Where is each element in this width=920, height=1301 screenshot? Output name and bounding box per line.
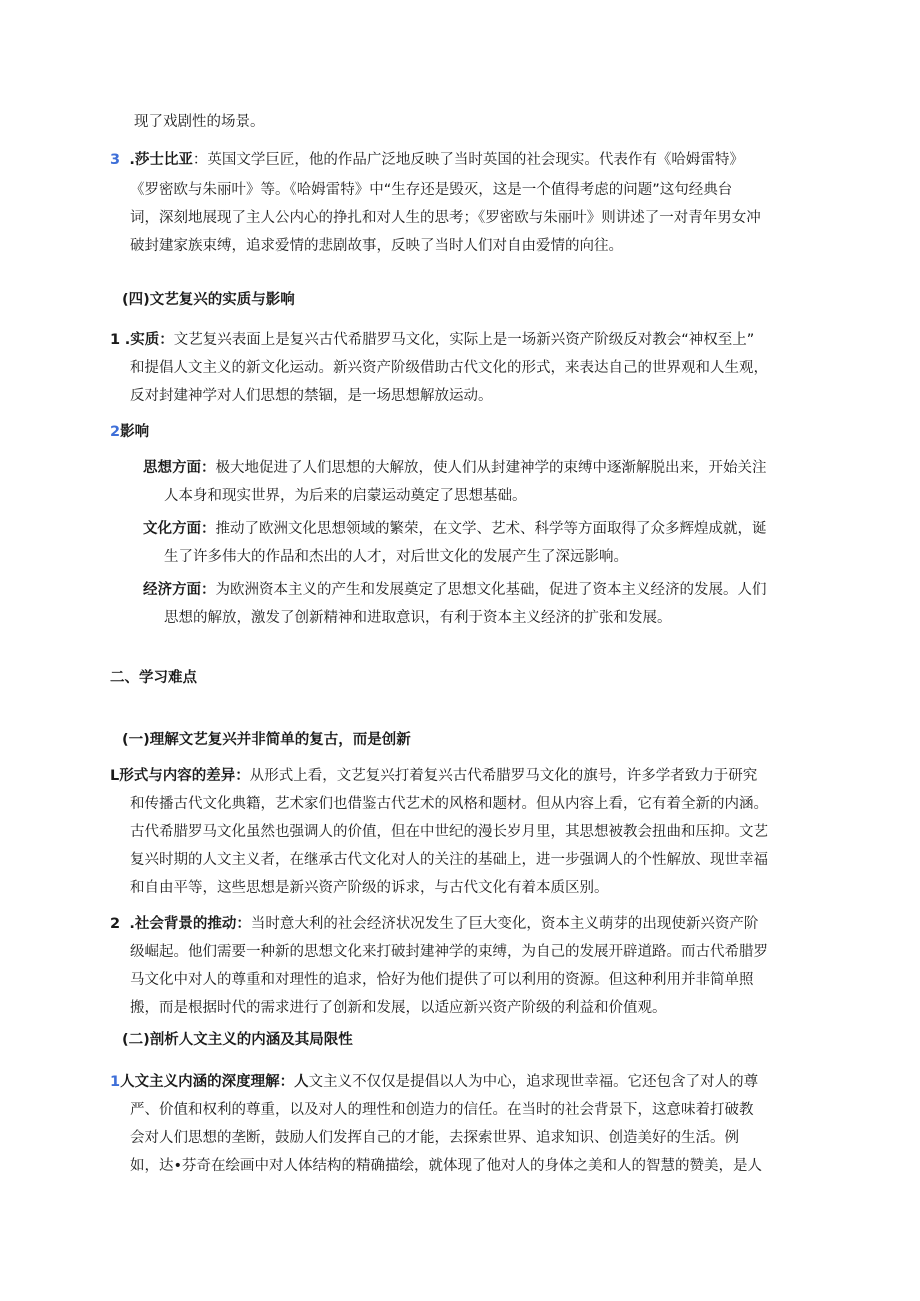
paragraph-line: 古代希腊罗马文化虽然也强调人的价值，但在中世纪的漫长岁月里，其思想被教会扭曲和压抑。文艺 xyxy=(130,824,768,840)
paragraph-line: 反对封建神学对人们思想的禁锢，是一场思想解放运动。 xyxy=(130,388,493,404)
section-heading: (四)文艺复兴的实质与影响 xyxy=(122,292,295,308)
item-title: 经济方面： xyxy=(143,582,216,598)
item-number: 3 xyxy=(110,152,121,168)
paragraph-line: 极大地促进了人们思想的大解放，使人们从封建神学的束缚中逐渐解脱出来，开始关注 xyxy=(215,460,767,476)
paragraph-line: 人本身和现实世界，为后来的启蒙运动奠定了思想基础。 xyxy=(164,488,527,504)
item-title: .莎士比亚 xyxy=(129,152,193,168)
paragraph-line: 会对人们思想的垄断，鼓励人们发挥自己的才能，去探索世界、追求知识、创造美好的生活。例 xyxy=(130,1130,739,1146)
influence-heading xyxy=(110,422,149,442)
item-title: .实质： xyxy=(124,332,174,348)
item-number: 2 xyxy=(110,916,121,932)
subsection-heading: (二)剖析人文主义的内涵及其局限性 xyxy=(122,1032,353,1048)
paragraph-line: 和自由平等，这些思想是新兴资产阶级的诉求，与古代文化有着本质区别。 xyxy=(130,880,609,896)
item-title: .社会背景的推动： xyxy=(129,916,251,932)
paragraph-line: 生了许多伟大的作品和杰出的人才，对后世文化的发展产生了深远影响。 xyxy=(164,549,628,565)
paragraph-line: 破封建家族束缚，追求爱情的悲剧故事，反映了当时人们对自由爱情的向往。 xyxy=(130,238,623,254)
item-number: 2 xyxy=(110,424,121,440)
paragraph-line: 《罗密欧与朱丽叶》等。《哈姆雷特》中“生存还是毁灭，这是一个值得考虑的问题”这句经典台 xyxy=(130,182,733,198)
item-title: 人文主义内涵的深度理解：人 xyxy=(120,1074,309,1090)
paragraph-continuation: 现了戏剧性的场景。 xyxy=(134,114,265,130)
part-heading: 二、学习难点 xyxy=(110,670,197,686)
item-title: 思想方面： xyxy=(143,460,216,476)
paragraph-line: 当时意大利的社会经济状况发生了巨大变化，资本主义萌芽的出现使新兴资产阶 xyxy=(250,916,759,932)
paragraph-line: 思想的解放，激发了创新精神和进取意识，有利于资本主义经济的扩张和发展。 xyxy=(164,610,672,626)
item-number: 1 xyxy=(110,1074,121,1090)
subsection-heading: (一)理解文艺复兴并非简单的复古，而是创新 xyxy=(122,732,411,748)
paragraph-line: 如，达•芬奇在绘画中对人体结构的精确描绘，就体现了他对人的身体之美和人的智慧的赞美，是人 xyxy=(130,1158,763,1174)
paragraph-line: 和传播古代文化典籍，艺术家们也借鉴古代艺术的风格和题材。但从内容上看，它有着全新的内涵。 xyxy=(130,796,768,812)
item-title: 文化方面： xyxy=(143,521,216,537)
paragraph-line: 严、价值和权利的尊重，以及对人的理性和创造力的信任。在当时的社会背景下，这意味着打破教 xyxy=(130,1102,754,1118)
paragraph-line: 文艺复兴表面上是复兴古代希腊罗马文化，实际上是一场新兴资产阶级反对教会“神权至上” xyxy=(173,332,755,348)
item-number: 1 xyxy=(110,332,121,348)
paragraph-line: 马文化中对人的尊重和对理性的追求，恰好为他们提供了可以利用的资源。但这种利用并非简单照 xyxy=(130,972,754,988)
paragraph-line: 文主义不仅仅是提倡以人为中心，追求现世幸福。它还包含了对人的尊 xyxy=(308,1074,759,1090)
paragraph-line: ：英国文学巨匠，他的作品广泛地反映了当时英国的社会现实。代表作有《哈姆雷特》 xyxy=(192,152,744,168)
paragraph-line: 词，深刻地展现了主人公内心的挣扎和对人生的思考；《罗密欧与朱丽叶》则讲述了一对青年男女冲 xyxy=(130,210,761,226)
paragraph-line: 从形式上看，文艺复兴打着复兴古代希腊罗马文化的旗号，许多学者致力于研究 xyxy=(249,768,758,784)
item-title: L形式与内容的差异： xyxy=(110,768,250,784)
paragraph-line: 级崛起。他们需要一种新的思想文化来打破封建神学的束缚，为自己的发展开辟道路。而古代希腊罗 xyxy=(130,944,768,960)
paragraph-line: 搬，而是根据时代的需求进行了创新和发展，以适应新兴资产阶级的利益和价值观。 xyxy=(130,1000,667,1016)
item-title: 影响 xyxy=(120,424,150,440)
paragraph-line: 为欧洲资本主义的产生和发展奠定了思想文化基础，促进了资本主义经济的发展。人们 xyxy=(215,582,767,598)
paragraph-line: 推动了欧洲文化思想领域的繁荣，在文学、艺术、科学等方面取得了众多辉煌成就，诞 xyxy=(215,521,767,537)
paragraph-line: 复兴时期的人文主义者，在继承古代文化对人的关注的基础上，进一步强调人的个性解放、现世幸福 xyxy=(130,852,768,868)
paragraph-line: 和提倡人文主义的新文化运动。新兴资产阶级借助古代文化的形式，来表达自己的世界观和人生观， xyxy=(130,360,768,376)
